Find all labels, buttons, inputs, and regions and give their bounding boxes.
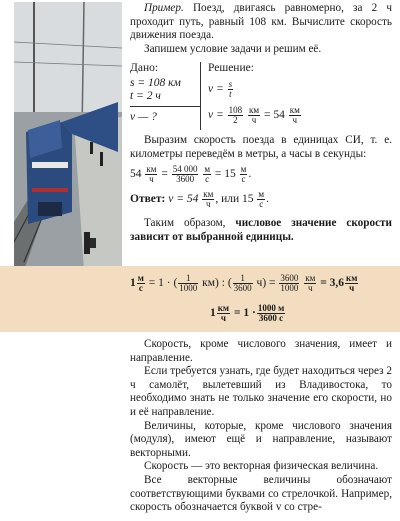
si-frac4 [240,165,248,184]
answer-v: v = 54 [165,193,199,206]
band-formula-2 [210,304,286,323]
band-l2n: км [217,303,230,313]
f2-n1: 108 [228,105,243,115]
band-km1d: 1000 [179,283,198,293]
formula-v-st [208,80,234,99]
si-n2: 54 000 [172,164,198,175]
band-l2rd: 3600 с [258,313,284,323]
band-l2eq: = 1 · [233,307,256,320]
example-paragraph [130,2,392,43]
train-photo [14,2,122,270]
answer-end: . [266,193,269,206]
band-end: ) = [262,277,276,290]
answer-n1: км [203,189,214,200]
si-d4: с [241,174,246,185]
si-eq3: = 15 [214,168,236,181]
band-h1: 1 [233,274,253,284]
conversion-band [0,266,400,332]
si-end: . [248,168,252,181]
f2-lhs: v = [208,109,224,122]
band-r1ud: ч [308,283,313,293]
si-eq2: = [161,168,168,181]
band-hu: ч [256,277,263,290]
solution-title: Решение: [208,62,254,74]
band-h1d: 3600 [233,283,252,293]
band-r1d: 1000 [280,283,299,293]
given-s: s = 108 км [130,77,181,89]
answer-or: , или 15 [215,193,254,206]
band-resd: ч [349,283,355,293]
band-r1un: км [305,273,316,283]
para-direction: Скорость, кроме числового значения, имеет и направление. [130,338,392,364]
given-v: v — ? [130,111,157,123]
si-block [130,134,392,244]
band-frac-ms [137,274,145,293]
f2-n2: км [249,105,260,115]
si-d1: ч [149,174,154,185]
band-resn: км [346,273,358,283]
f1-lhs: v = [208,83,224,96]
given-t: t = 2 ч [130,90,161,102]
band-formula-1 [130,274,359,293]
given-title: Дано: [130,62,159,74]
answer-label: Ответ: [130,193,166,206]
band-frac-r1u [304,274,316,293]
si-frac3 [203,165,211,184]
band-l1: 1 [130,277,136,290]
answer-frac2 [257,190,265,209]
band-kmu: км [202,277,216,290]
para-velocity-vector: Скорость — это векторная физическая величина. [144,460,379,473]
f2-frac1 [228,106,244,125]
f2-n3: км [289,105,300,115]
band-frac-l2 [217,304,230,323]
si-text: Выразим скорость поезда в единицах СИ, т. е. километры переведём в метры, а часы в секунды: [130,134,392,160]
answer-d2: с [259,199,264,210]
f2-frac2 [248,106,260,125]
band-frac-km [178,274,198,293]
band-frac-h [233,274,253,293]
band-l2: 1 [210,307,216,320]
f1-den: t [229,89,232,99]
band-frac-l2r [257,304,285,323]
band-m: м [137,273,144,283]
band-s: с [138,283,143,293]
band-res: = 3,6 [320,277,345,290]
lower-text [130,338,392,515]
answer-d1: ч [206,199,211,210]
example-block [130,2,392,56]
dependence-bold: числовое значение скорости зависит от выбранной единицы. [130,217,392,243]
band-r1n: 3600 [280,273,299,283]
formula-v-calc [208,106,302,125]
f1-frac [228,80,234,99]
band-mid: ) : ( [215,277,232,290]
given-divider [130,106,200,107]
si-frac1 [145,165,157,184]
band-frac-r1 [279,274,299,293]
example-label: Пример. [144,2,184,14]
f2-d2: ч [251,115,257,125]
f2-frac3 [289,106,301,125]
band-eq: = 1 · ( [148,277,178,290]
given-solution-block [130,62,392,130]
answer-frac1 [202,190,214,209]
si-frac2 [172,165,199,184]
f2-d1: 2 [233,115,238,125]
band-l2d: ч [220,313,226,323]
band-l2rn: 1000 м [257,303,285,313]
band-km1: 1 [178,274,198,284]
si-d3: с [205,174,210,185]
si-d2: 3600 [176,174,195,185]
dependence-paragraph [130,217,392,244]
si-54: 54 [130,168,142,181]
given-separator [200,62,201,130]
f1-num: s [228,79,233,89]
para-notation: Все векторные величины обозначают соответствующими буквами со стрелочкой. Например, скорость обозначается буквой v со стре- [130,473,392,514]
answer-n2: м [258,189,265,200]
answer-line [130,190,392,209]
para-vector-def: Величины, которые, кроме числового значения (модуля), имеют ещё и направление, называют векторными. [130,419,392,459]
example-text: Поезд, двигаясь равномерно, за 2 ч проходит путь, равный 108 км. Вычислите скорость движения поезда. [130,2,392,42]
f2-d3: ч [292,115,297,125]
si-n4: м [240,164,247,175]
si-n1: км [146,164,157,175]
para-plane: Если требуется узнать, где будет находиться через 2 ч самолёт, вылетевший из Владивостока, то необходимо знать не только значение его скорости, но и её направление. [130,365,392,418]
band-frac-res [345,274,358,293]
f2-eq: = 54 [263,109,285,122]
write-line: Запишем условие задачи и решим её. [144,42,322,55]
si-n3: м [204,164,211,175]
si-formula [130,165,392,184]
dependence-pre: Таким образом, [144,217,236,230]
